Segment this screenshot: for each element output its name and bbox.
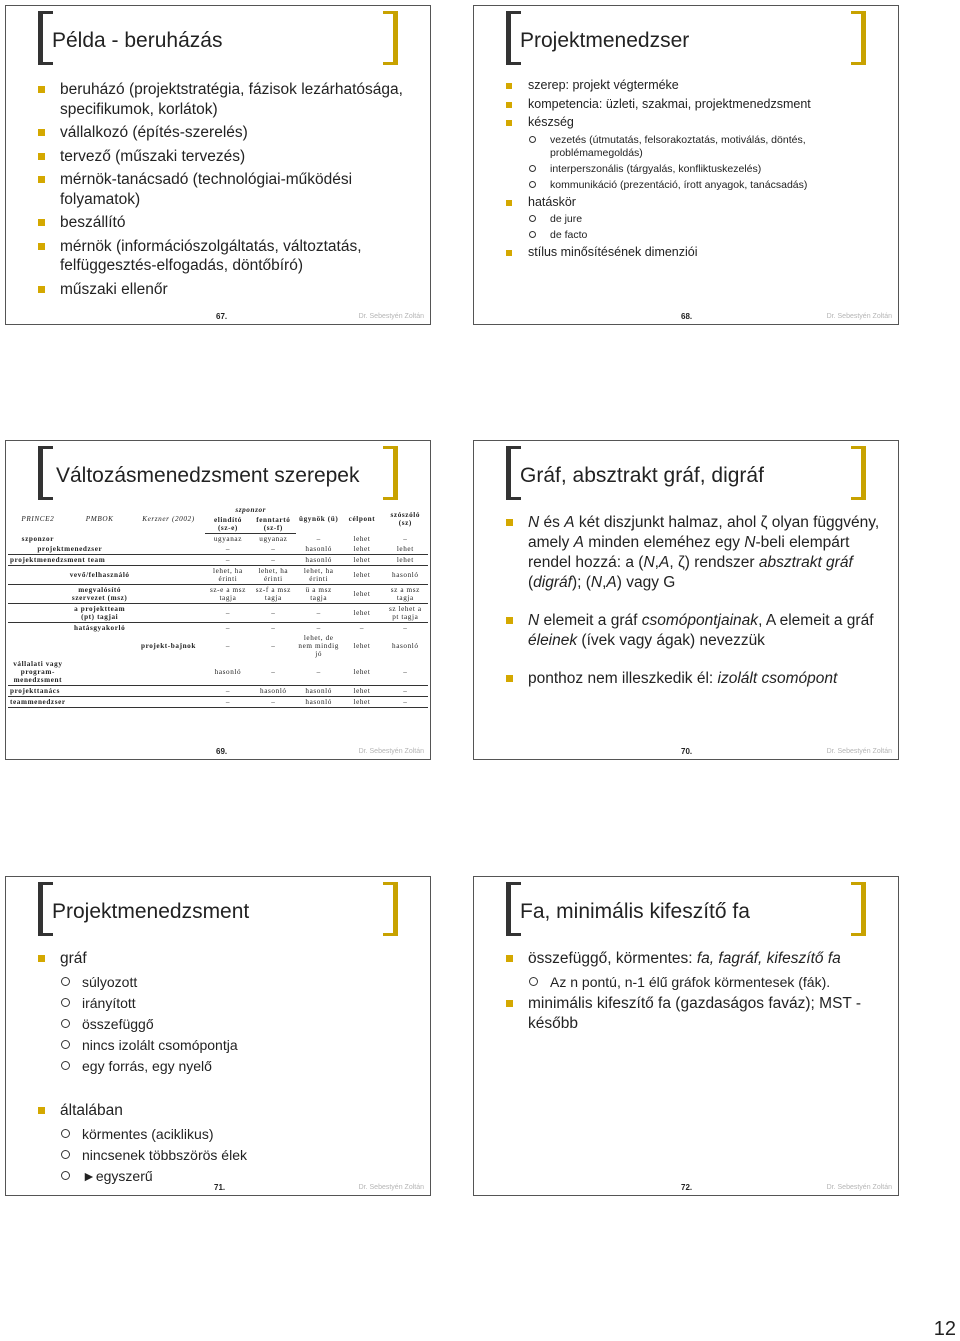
left-bracket <box>506 882 521 936</box>
list-item: beruházó (projektstratégia, fázisok lezárhatósága, specifikumok, korlátok) <box>38 80 413 119</box>
header-ugynok: ügynök (ü) <box>299 515 339 524</box>
right-bracket <box>851 11 866 65</box>
circle-bullet-icon <box>529 977 538 986</box>
table-row: a projektteam (pt) tagjai – – – lehet sz lehet a pt tagja <box>8 604 428 623</box>
square-bullet-icon <box>38 86 45 93</box>
right-bracket <box>383 446 398 500</box>
square-bullet-icon <box>38 955 45 962</box>
square-bullet-icon <box>38 219 45 226</box>
bullet-list <box>506 949 881 1038</box>
list-item: vállalkozó (építés-szerelés) <box>38 123 413 143</box>
left-bracket <box>38 882 53 936</box>
slide-title: Projektmenedzsment <box>52 900 250 923</box>
list-item: szerep: projekt végterméke <box>506 78 881 94</box>
slide-68 <box>473 5 899 325</box>
list-item: N elemeit a gráf csomópontjainak, A elemeit a gráf éleinek (ívek vagy ágak) nevezzük <box>506 611 881 651</box>
list-item: általában <box>38 1101 413 1121</box>
square-bullet-icon <box>506 83 512 89</box>
list-item: beszállító <box>38 213 413 233</box>
roles-table <box>8 505 428 708</box>
author: Dr. Sebestyén Zoltán <box>826 748 892 755</box>
square-bullet-icon <box>506 200 512 206</box>
right-bracket <box>851 882 866 936</box>
slide-69 <box>5 440 431 760</box>
slide-number: 70. <box>681 747 693 756</box>
circle-bullet-icon <box>61 998 70 1007</box>
table-row: megvalósító szervezet (msz) sz-e a msz tagja sz-f a msz tagja ü a msz tagja lehet sz a msz tagja <box>8 585 428 604</box>
left-bracket <box>506 446 521 500</box>
list-item: műszaki ellenőr <box>38 280 413 300</box>
slide-title: Gráf, absztrakt gráf, digráf <box>520 464 764 487</box>
list-item: kompetencia: üzleti, szakmai, projektmenedzsment <box>506 97 881 113</box>
table-row: projektmenedzser – – hasonló lehet lehet <box>8 544 428 555</box>
table-row: vevő/felhasználó lehet, ha érinti lehet, ha érinti lehet, ha érinti lehet hasonló <box>8 566 428 585</box>
author: Dr. Sebestyén Zoltán <box>826 1184 892 1191</box>
slide-number: 68. <box>681 312 693 321</box>
square-bullet-icon <box>506 250 512 256</box>
sub-list-item: interperszonális (tárgyalás, konfliktuskezelés) <box>506 163 881 176</box>
circle-bullet-icon <box>61 1040 70 1049</box>
square-bullet-icon <box>506 102 512 108</box>
circle-bullet-icon <box>61 1129 70 1138</box>
table-row: szponzor ugyanaz ugyanaz – lehet – <box>21 534 408 543</box>
table-row: projekttanács – hasonló hasonló lehet – <box>8 686 428 697</box>
square-bullet-icon <box>38 286 45 293</box>
bullet-list <box>38 80 413 303</box>
slide-title: Változásmenedzsment szerepek <box>56 464 360 487</box>
bullet-list <box>506 513 881 693</box>
right-bracket <box>851 446 866 500</box>
left-bracket <box>38 446 53 500</box>
circle-bullet-icon <box>61 1171 70 1180</box>
header-fenntarto: fenntartó (sz-f) <box>251 515 297 534</box>
slide-title: Fa, minimális kifeszítő fa <box>520 900 750 923</box>
slide-number: 67. <box>216 312 228 321</box>
left-bracket <box>38 11 53 65</box>
table-row: hatásgyakorló – – – – – <box>73 624 408 632</box>
table-row: teammenedzser – – hasonló lehet – <box>8 697 428 708</box>
left-bracket <box>506 11 521 65</box>
slide-title: Példa - beruházás <box>52 29 223 52</box>
slide-70 <box>473 440 899 760</box>
square-bullet-icon <box>506 955 513 962</box>
header-kerzner: Kerzner (2002) <box>142 515 195 524</box>
square-bullet-icon <box>506 675 513 682</box>
sub-list-item: összefüggő <box>38 1015 413 1033</box>
author: Dr. Sebestyén Zoltán <box>358 1184 424 1191</box>
circle-bullet-icon <box>61 1061 70 1070</box>
sub-list-item: kommunikáció (prezentáció, írott anyagok, tanácsadás) <box>506 179 881 192</box>
slide-number: 72. <box>681 1183 693 1192</box>
square-bullet-icon <box>38 176 45 183</box>
circle-bullet-icon <box>529 231 536 238</box>
slide-67 <box>5 5 431 325</box>
header-szoszolo: szószóló (sz) <box>390 511 421 528</box>
sub-list-item: nincsenek többszörös élek <box>38 1146 413 1164</box>
header-prince2: PRINCE2 <box>21 515 55 524</box>
list-item: N és A két diszjunkt halmaz, ahol ζ olyan függvény, amely A minden eleméhez egy N-beli elempárt rendel hozzá: a (N,A, ζ) rendszer absztrakt gráf (digráf); (N,A) vagy G <box>506 513 881 593</box>
sub-list-item: egy forrás, egy nyelő <box>38 1057 413 1075</box>
bullet-list <box>38 949 413 1188</box>
circle-bullet-icon <box>61 1150 70 1159</box>
square-bullet-icon <box>38 1107 45 1114</box>
circle-bullet-icon <box>529 215 536 222</box>
sub-list-item: körmentes (aciklikus) <box>38 1125 413 1143</box>
slide-71 <box>5 876 431 1196</box>
sub-list-item: Az n pontú, n-1 élű gráfok körmentesek (fák). <box>506 973 881 991</box>
slide-number: 71. <box>214 1183 226 1192</box>
square-bullet-icon <box>38 129 45 136</box>
author: Dr. Sebestyén Zoltán <box>826 313 892 320</box>
right-bracket <box>383 882 398 936</box>
slide-72 <box>473 876 899 1196</box>
sub-list-item: ►egyszerű <box>38 1167 413 1185</box>
slide-title: Projektmenedzser <box>520 29 690 52</box>
author: Dr. Sebestyén Zoltán <box>358 748 424 755</box>
table-row: projektmenedzsment team – – hasonló lehet lehet <box>8 555 428 566</box>
list-item: tervező (műszaki tervezés) <box>38 147 413 167</box>
slide-number: 69. <box>216 747 228 756</box>
square-bullet-icon <box>38 243 45 250</box>
sub-list-item: súlyozott <box>38 973 413 991</box>
square-bullet-icon <box>38 153 45 160</box>
list-item: hatáskör <box>506 195 881 211</box>
page-number: 12 <box>933 1318 956 1340</box>
circle-bullet-icon <box>529 181 536 188</box>
list-item: stílus minősítésének dimenziói <box>506 245 881 261</box>
header-szponzor: szponzor <box>235 506 267 514</box>
square-bullet-icon <box>506 617 513 624</box>
circle-bullet-icon <box>529 165 536 172</box>
sub-list-item: nincs izolált csomópontja <box>38 1036 413 1054</box>
table-row: vállalati vagy program-menedzsment hasonló – – lehet – <box>8 659 428 686</box>
right-bracket <box>383 11 398 65</box>
square-bullet-icon <box>506 1000 513 1007</box>
square-bullet-icon <box>506 120 512 126</box>
bullet-list <box>506 78 881 264</box>
list-item: ponthoz nem illeszkedik él: izolált csomópont <box>506 669 881 689</box>
author: Dr. Sebestyén Zoltán <box>358 313 424 320</box>
list-item: minimális kifeszítő fa (gazdaságos faváz); MST - később <box>506 994 881 1034</box>
circle-bullet-icon <box>61 1019 70 1028</box>
list-item: készség <box>506 115 881 131</box>
table-row: projekt-bajnok – – lehet, de nem mindig jó lehet hasonló <box>140 634 419 658</box>
square-bullet-icon <box>506 519 513 526</box>
sub-list-item: vezetés (útmutatás, felsorakoztatás, motiválás, döntés, problémamegoldás) <box>506 134 881 160</box>
list-item: összefüggő, körmentes: fa, fagráf, kifeszítő fa <box>506 949 881 969</box>
header-celpont: célpont <box>348 515 376 524</box>
header-pmbok: PMBOK <box>85 515 114 524</box>
circle-bullet-icon <box>61 977 70 986</box>
sub-list-item: de facto <box>506 229 881 242</box>
list-item: gráf <box>38 949 413 969</box>
sub-list-item: irányított <box>38 994 413 1012</box>
header-elindito: elindító (sz-e) <box>205 515 250 534</box>
circle-bullet-icon <box>529 136 536 143</box>
list-item: mérnök-tanácsadó (technológiai-működési folyamatok) <box>38 170 413 209</box>
sub-list-item: de jure <box>506 213 881 226</box>
list-item: mérnök (információszolgáltatás, változtatás, felfüggesztés-elfogadás, döntőbíró) <box>38 237 413 276</box>
